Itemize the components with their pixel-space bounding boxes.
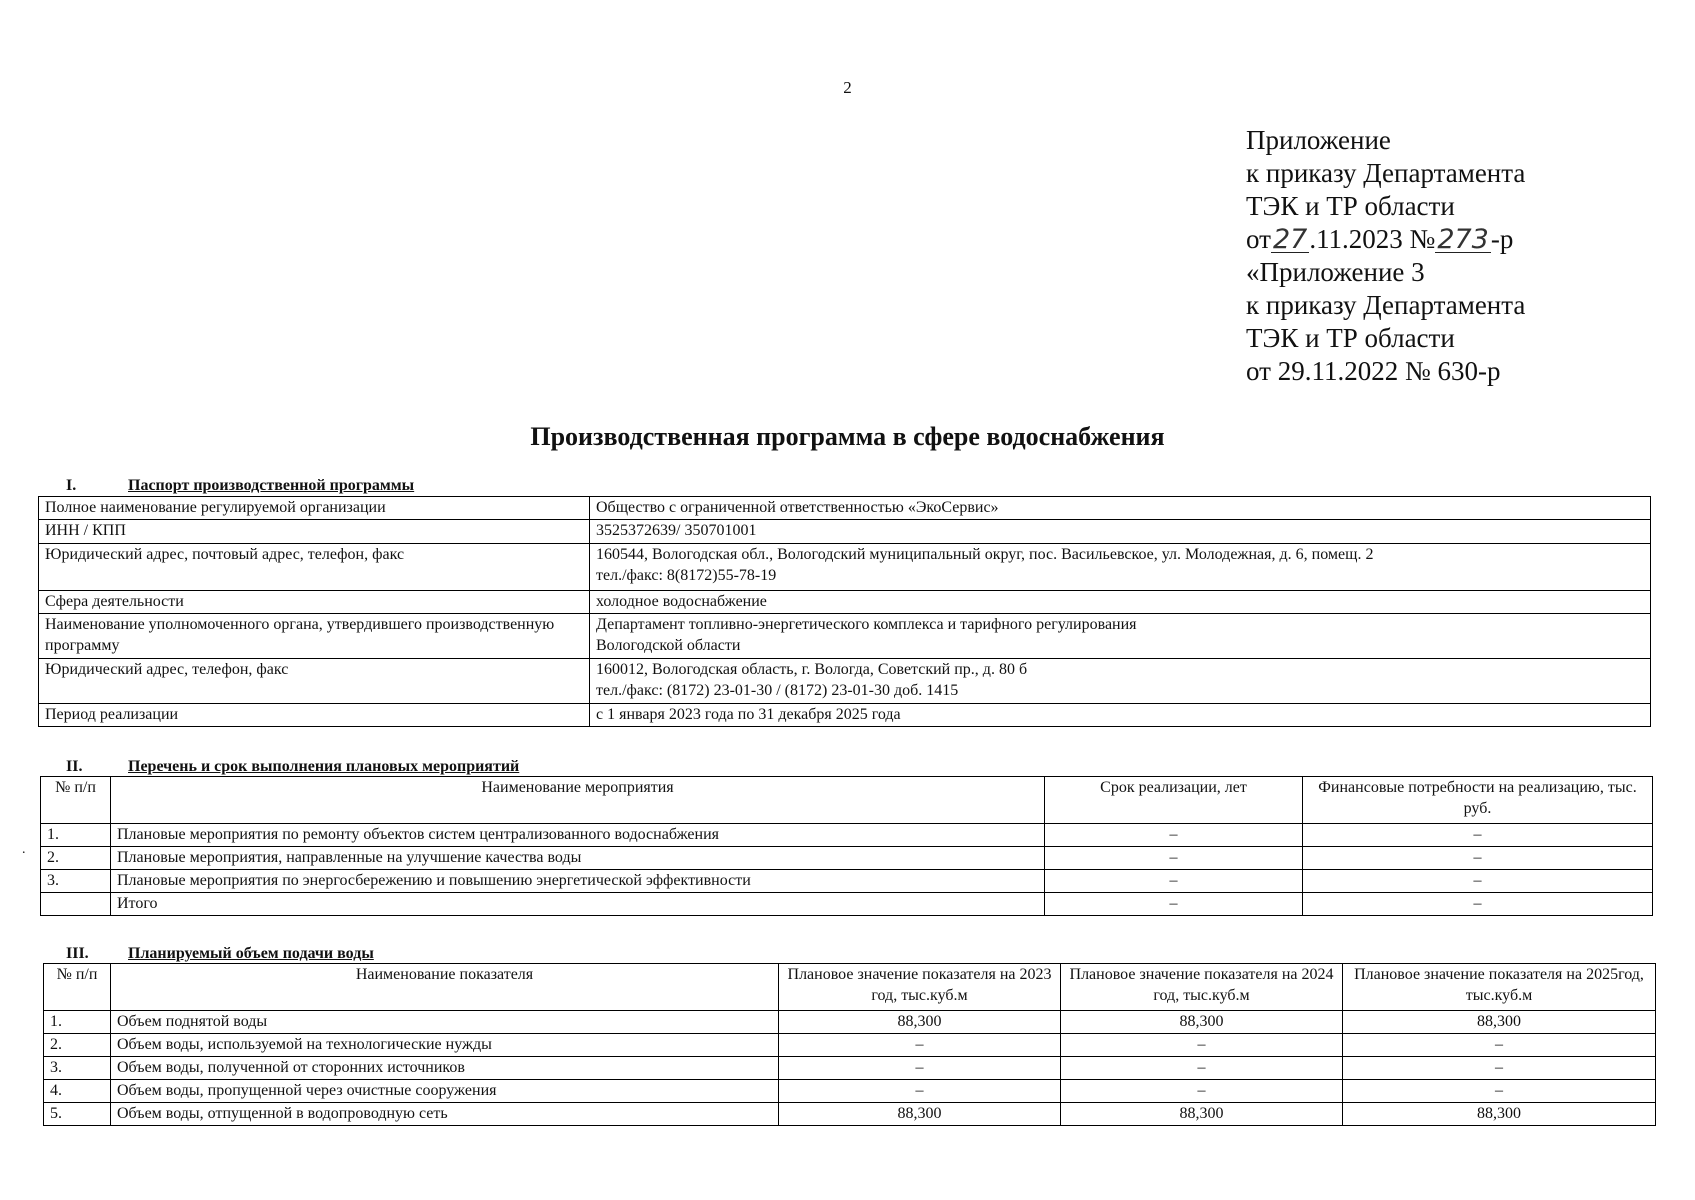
appendix-line: Приложение: [1246, 125, 1391, 155]
value-2024: –: [1061, 1080, 1343, 1103]
column-header: № п/п: [41, 777, 111, 824]
measure-term: –: [1045, 824, 1303, 847]
row-number: 5.: [44, 1103, 111, 1126]
value-2024: 88,300: [1061, 1011, 1343, 1034]
stray-mark: .: [22, 842, 26, 857]
passport-value-line: Общество с ограниченной ответственностью «ЭкоСервис»: [596, 499, 999, 516]
value-2024: 88,300: [1061, 1103, 1343, 1126]
table-row: [39, 614, 1651, 659]
table-row: [44, 1011, 1656, 1034]
section-1-heading: [66, 477, 414, 495]
passport-label: ИНН / КПП: [39, 520, 590, 544]
column-header: Наименование показателя: [111, 964, 779, 1011]
water-volume-table: [43, 963, 1656, 1126]
value-2025: –: [1343, 1080, 1656, 1103]
value-2025: –: [1343, 1057, 1656, 1080]
passport-value-line: холодное водоснабжение: [596, 593, 767, 610]
passport-label: Полное наименование регулируемой организации: [39, 497, 590, 520]
measure-name: Итого: [111, 893, 1045, 916]
column-header: № п/п: [44, 964, 111, 1011]
column-header: Срок реализации, лет: [1045, 777, 1303, 824]
passport-value-line: Вологодской области: [596, 637, 741, 654]
measure-name: Плановые мероприятия, направленные на улучшение качества воды: [111, 847, 1045, 870]
column-header: Плановое значение показателя на 2024 год, тыс.куб.м: [1061, 964, 1343, 1011]
passport-value-line: 160012, Вологодская область, г. Вологда, Советский пр., д. 80 б: [596, 661, 1028, 678]
column-header: Плановое значение показателя на 2025год, тыс.куб.м: [1343, 964, 1656, 1011]
section-2-title: Перечень и срок выполнения плановых мероприятий: [128, 758, 520, 775]
page-number: 2: [843, 78, 852, 97]
table-row: [41, 893, 1653, 916]
order-suffix: -р: [1490, 224, 1514, 254]
table-row: [39, 704, 1651, 727]
measure-cost: –: [1303, 870, 1653, 893]
table-row: [41, 847, 1653, 870]
value-2025: –: [1343, 1034, 1656, 1057]
table-row: [39, 520, 1651, 544]
passport-value: [590, 614, 1651, 659]
indicator-name: Объем воды, отпущенной в водопроводную сеть: [111, 1103, 779, 1126]
row-number: 2.: [44, 1034, 111, 1057]
passport-value: [590, 544, 1651, 591]
table-row: [41, 870, 1653, 893]
row-number: 1.: [41, 824, 111, 847]
passport-value: [590, 591, 1651, 614]
passport-value-line: 3525372639/ 350701001: [596, 522, 757, 539]
table-row: [39, 544, 1651, 591]
passport-value: [590, 704, 1651, 727]
appendix-line: ТЭК и ТР области: [1246, 191, 1455, 221]
column-header: Плановое значение показателя на 2023 год, тыс.куб.м: [779, 964, 1061, 1011]
order-prefix: от: [1246, 224, 1271, 254]
section-3-heading: [66, 945, 374, 963]
passport-label: Наименование уполномоченного органа, утвердившего производственную программу: [39, 614, 590, 659]
table-row: [39, 659, 1651, 704]
value-2025: 88,300: [1343, 1103, 1656, 1126]
measure-term: –: [1045, 893, 1303, 916]
measure-term: –: [1045, 870, 1303, 893]
table-row: [44, 1034, 1656, 1057]
table-row: [39, 591, 1651, 614]
measure-cost: –: [1303, 847, 1653, 870]
passport-label: Юридический адрес, телефон, факс: [39, 659, 590, 704]
passport-value-line: Департамент топливно-энергетического комплекса и тарифного регулирования: [596, 616, 1137, 633]
appendix-order-line: [1246, 223, 1525, 256]
table-row: [39, 497, 1651, 520]
indicator-name: Объем воды, используемой на технологические нужды: [111, 1034, 779, 1057]
column-header: Финансовые потребности на реализацию, тыс. руб.: [1303, 777, 1653, 824]
row-number: 3.: [44, 1057, 111, 1080]
table-row: [44, 1103, 1656, 1126]
passport-value: [590, 520, 1651, 544]
section-2-number: II.: [66, 758, 83, 775]
order-date: .11.2023 №: [1309, 224, 1436, 254]
table-row: [44, 1057, 1656, 1080]
measure-name: Плановые мероприятия по ремонту объектов систем централизованного водоснабжения: [111, 824, 1045, 847]
measure-cost: –: [1303, 824, 1653, 847]
passport-label: Сфера деятельности: [39, 591, 590, 614]
indicator-name: Объем поднятой воды: [111, 1011, 779, 1034]
appendix-line: к приказу Департамента: [1246, 290, 1526, 320]
value-2023: –: [779, 1034, 1061, 1057]
appendix-line: «Приложение 3: [1246, 257, 1425, 287]
measure-name: Плановые мероприятия по энергосбережению и повышению энергетической эффективности: [111, 870, 1045, 893]
passport-value-line: с 1 января 2023 года по 31 декабря 2025 года: [596, 706, 901, 723]
value-2023: 88,300: [779, 1103, 1061, 1126]
passport-value-line: тел./факс: 8(8172)55-78-19: [596, 567, 777, 584]
value-2023: 88,300: [779, 1011, 1061, 1034]
handwritten-number: 273: [1437, 224, 1489, 255]
table-header-row: [44, 964, 1656, 1011]
appendix-block: [1246, 124, 1525, 388]
table-header-row: [41, 777, 1653, 824]
section-2-heading: [66, 758, 519, 776]
row-number: 1.: [44, 1011, 111, 1034]
measure-cost: –: [1303, 893, 1653, 916]
value-2024: –: [1061, 1057, 1343, 1080]
table-row: [44, 1080, 1656, 1103]
row-number: [41, 893, 111, 916]
row-number: 4.: [44, 1080, 111, 1103]
row-number: 3.: [41, 870, 111, 893]
handwritten-day: 27: [1272, 224, 1308, 255]
section-3-title: Планируемый объем подачи воды: [128, 945, 374, 962]
appendix-line: ТЭК и ТР области: [1246, 323, 1455, 353]
passport-table: [38, 496, 1651, 727]
indicator-name: Объем воды, полученной от сторонних источников: [111, 1057, 779, 1080]
section-1-title: Паспорт производственной программы: [128, 477, 415, 494]
document-title: Производственная программа в сфере водоснабжения: [530, 422, 1165, 451]
row-number: 2.: [41, 847, 111, 870]
measure-term: –: [1045, 847, 1303, 870]
passport-value: [590, 659, 1651, 704]
value-2024: –: [1061, 1034, 1343, 1057]
appendix-line: от 29.11.2022 № 630-р: [1246, 356, 1501, 386]
section-3-number: III.: [66, 945, 89, 962]
value-2023: –: [779, 1080, 1061, 1103]
measures-table: [40, 776, 1653, 916]
table-row: [41, 824, 1653, 847]
value-2025: 88,300: [1343, 1011, 1656, 1034]
passport-value: [590, 497, 1651, 520]
section-1-number: I.: [66, 477, 77, 494]
passport-label: Период реализации: [39, 704, 590, 727]
indicator-name: Объем воды, пропущенной через очистные сооружения: [111, 1080, 779, 1103]
passport-value-line: тел./факс: (8172) 23-01-30 / (8172) 23-01-30 доб. 1415: [596, 682, 959, 699]
passport-value-line: 160544, Вологодская обл., Вологодский муниципальный округ, пос. Васильевское, ул. Молодежная, д. 6, помещ. 2: [596, 546, 1374, 563]
column-header: Наименование мероприятия: [111, 777, 1045, 824]
appendix-line: к приказу Департамента: [1246, 158, 1526, 188]
passport-label: Юридический адрес, почтовый адрес, телефон, факс: [39, 544, 590, 591]
value-2023: –: [779, 1057, 1061, 1080]
